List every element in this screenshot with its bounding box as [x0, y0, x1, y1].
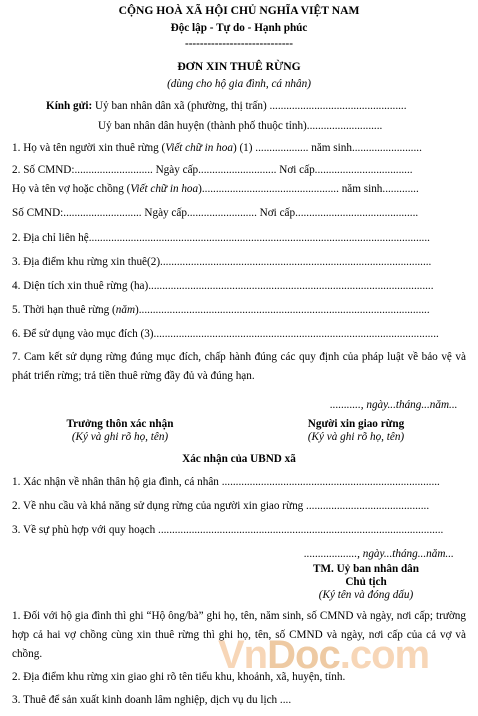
recipient-line-1 — [46, 100, 407, 113]
item-2-address: 2. Địa chỉ liên hệ.......................................................................................................................... — [12, 232, 430, 244]
confirm-3: 3. Về sự phù hợp với quy hoạch ...................................................................................................... — [12, 524, 444, 536]
note-3: 3. Thuê để sản xuất kinh doanh lâm nghiệp, dịch vụ du lịch .... — [12, 694, 292, 706]
spouse-id: Số CMND:............................ Ngày cấp......................... Nơi cấp............................................ — [12, 207, 419, 219]
recipient-district: Uỷ ban nhân dân huyện (thành phố thuộc tỉnh)........................... — [98, 120, 383, 132]
confirm-2: 2. Về nhu cầu và khả năng sử dụng rừng của người xin giao rừng ............................................ — [12, 500, 430, 512]
date-line-2: ..................., ngày...tháng...năm... — [304, 548, 454, 560]
form-title: ĐƠN XIN THUÊ RỪNG — [177, 60, 301, 73]
date-line-1: ..........., ngày...tháng...năm... — [330, 399, 458, 411]
vndoc-watermark: VnDoc.com — [218, 633, 430, 677]
nation-heading: CỘNG HOÀ XÃ HỘI CHỦ NGHĨA VIỆT NAM — [118, 4, 360, 17]
note-1: 1. Đối với hộ gia đình thì ghi “Hộ ông/bà” ghi họ, tên, năm sinh, số CMND và ngày, nơi cấp; trường hợp cả hai vợ chồng cùng xin thuê rừng thì ghi họ, tên, số CMND và ngày, nơi cấp của cả vợ và chồng. — [12, 610, 466, 660]
item-5-duration: 5. Thời hạn thuê rừng (năm)........................................................................................................ — [12, 304, 430, 316]
item-2-id: 2. Số CMND:............................ Ngày cấp............................ Nơi cấp................................... — [12, 164, 413, 176]
item-6-purpose: 6. Để sử dụng vào mục đích (3)...................................................................................................... — [12, 328, 439, 340]
item-4-area: 4. Diện tích xin thuê rừng (ha)...................................................................................................... — [12, 280, 434, 292]
signature-village-head: Trưởng thôn xác nhận (Ký và ghi rõ họ, tên) — [66, 418, 174, 443]
note-2: 2. Địa điểm khu rừng xin giao ghi rõ tên tiểu khu, khoảnh, xã, huyện, tỉnh. — [12, 671, 346, 683]
confirm-title: Xác nhận của UBND xã — [182, 453, 296, 465]
item-3-location: 3. Địa điểm khu rừng xin thuê(2)................................................................................................. — [12, 256, 432, 268]
recipient-label: Kính gửi: — [46, 100, 93, 112]
recipient-commune: Uỷ ban nhân dân xã (phường, thị trấn) ................................................. — [92, 100, 407, 112]
item-7-commitment: 7. Cam kết sử dụng rừng đúng mục đích, chấp hành đúng các quy định của pháp luật về bảo vệ và phát triển rừng; trả tiền thuê rừng đầy đủ và đúng hạn. — [12, 351, 466, 382]
spouse-name: Họ và tên vợ hoặc chồng (Viết chữ in hoa)................................................. năm sinh............. — [12, 183, 419, 195]
form-subtitle: (dùng cho hộ gia đình, cá nhân) — [167, 78, 311, 90]
header-divider: ----------------------------- — [184, 38, 294, 50]
motto: Độc lập - Tự do - Hạnh phúc — [170, 22, 308, 34]
item-1-name: 1. Họ và tên người xin thuê rừng (Viết chữ in hoa) (1) ................... năm sinh......................... — [12, 142, 422, 154]
confirm-1: 1. Xác nhận về nhân thân hộ gia đình, cá nhân .............................................................................. — [12, 476, 440, 488]
committee-signature: TM. Uỷ ban nhân dân Chủ tịch (Ký tên và đóng dấu) — [312, 563, 419, 601]
signature-applicant: Người xin giao rừng (Ký và ghi rõ họ, tên) — [307, 418, 405, 443]
